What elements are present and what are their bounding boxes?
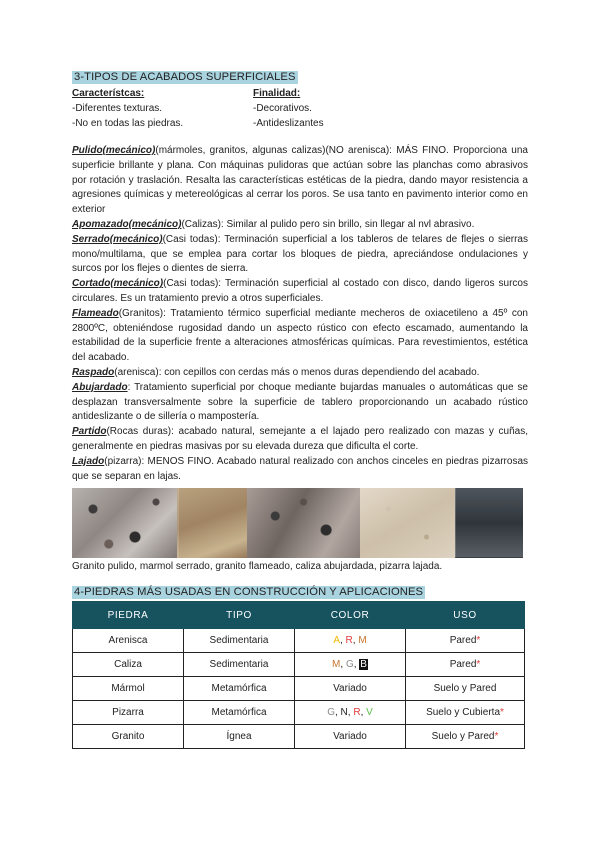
stone-cell: Granito: [73, 725, 184, 749]
color-letter: R: [345, 635, 353, 646]
color-letter: G: [345, 659, 354, 670]
feature-item: -No en todas las piedras.: [72, 118, 184, 129]
use-cell: [406, 629, 525, 653]
finish-term: Apomazado(mecánico): [72, 218, 182, 230]
type-cell: Metamórfica: [184, 677, 295, 701]
finish-partido: [72, 425, 528, 455]
section-3-heading: 3-TIPOS DE ACABADOS SUPERFICIALES: [74, 71, 296, 83]
table-header-row: [73, 602, 525, 629]
color-cell: A, R, M: [295, 629, 406, 653]
finish-description: (pizarra): MENOS FINO. Acabado natural realizado con anchos cinceles en piedras pizarrosas que se separan en lajas.: [72, 455, 528, 482]
section-4-heading: 4-PIEDRAS MÁS USADAS EN CONSTRUCCIÓN Y APLICACIONES: [74, 586, 424, 598]
photo-caliza-abujardada: [360, 488, 455, 558]
color-cell: G, N, R, V: [295, 701, 406, 725]
purpose-item: -Antideslizantes: [253, 118, 324, 129]
color-letter: M: [332, 659, 341, 670]
color-letter: N: [340, 707, 348, 718]
features-title: Característcas:: [72, 88, 145, 99]
purpose-title: Finalidad:: [253, 88, 301, 99]
purpose-item: -Decorativos.: [253, 103, 312, 114]
photo-granito-flameado: [247, 488, 360, 558]
finish-serrado: [72, 233, 528, 277]
finishes-photo-strip: [72, 488, 523, 558]
finish-cortado: [72, 277, 528, 307]
finish-term: Partido: [72, 426, 107, 438]
color-letter: R: [353, 707, 361, 718]
stone-cell: Mármol: [73, 677, 184, 701]
type-cell: Ígnea: [184, 725, 295, 749]
photo-caption: Granito pulido, marmol serrado, granito flameado, caliza abujardada, pizarra lajada.: [72, 561, 443, 572]
table-row: [73, 725, 525, 749]
finish-abujardado: [72, 381, 528, 425]
table-row: [73, 677, 525, 701]
finish-lajado: [72, 455, 528, 485]
finishes-text: [72, 144, 528, 484]
feature-item: -Diferentes texturas.: [72, 103, 163, 114]
color-letter: M: [358, 635, 367, 646]
color-cell: Variado: [295, 677, 406, 701]
table-row: [73, 701, 525, 725]
finish-term: Pulido(mecánico): [72, 145, 156, 156]
stones-table: [72, 601, 525, 749]
purpose-column: [253, 86, 324, 131]
finish-description: (mármoles, granitos, algunas calizas)(NO arenisca): MÁS FINO. Proporciona una superficie brillante y plana. Con máquinas pulidoras que actúan sobre las planchas como abrasivos por rotación y traslación. Resalta las características estéticas de la piedra, dando mayor resistencia a agresiones químicas y metereológicas al cerrar los poros. Se usa tanto en pavimento interior como en exterior: [72, 145, 528, 216]
asterisk-mark: *: [476, 659, 481, 670]
type-cell: Metamórfica: [184, 701, 295, 725]
table-row: [73, 653, 525, 677]
photo-pizarra-lajada: [455, 488, 523, 558]
color-cell: M, G, B: [295, 653, 406, 677]
use-text: Suelo y Pared: [431, 731, 495, 742]
finish-term: Serrado(mecánico): [72, 233, 163, 245]
use-cell: [406, 701, 525, 725]
features-column: [72, 86, 183, 131]
photo-marmol-serrado: [177, 488, 247, 558]
type-cell: Sedimentaria: [184, 629, 295, 653]
column-header: TIPO: [184, 602, 295, 629]
asterisk-mark: *: [476, 635, 481, 646]
finish-description: (Casi todas): Terminación superficial al costado con disco, dando ligeros surcos circulares. Es un tratamiento previo a otros superficiales.: [72, 278, 528, 304]
finish-apomazado: [72, 218, 528, 233]
color-cell: Variado: [295, 725, 406, 749]
finish-description: (Granitos): Tratamiento térmico superficial mediante mecheros de oxiacetileno a 45º con 2800ºC, obteniéndose rugosidad dando un aspecto rústico con efecto escamado, aumentando la estabilidad de la superficie frente a alteraciones atmosféricas químicas. Para revestimientos, estética del acabado.: [72, 307, 528, 364]
finish-term: Cortado(mecánico): [72, 278, 164, 290]
color-letter: V: [366, 707, 373, 718]
use-text: Pared: [449, 635, 477, 646]
finish-term: Abujardado: [72, 381, 128, 393]
stone-cell: Caliza: [73, 653, 184, 677]
use-text: Suelo y Cubierta: [426, 707, 501, 718]
color-letter: B: [360, 659, 367, 670]
finish-description: (Casi todas): Terminación superficial a los tableros de telares de flejes o sierras mono/multilama, que se emplea para cortar los bloques de piedra, apreciándose ondulaciones y surcos por los flejes o dientes de sierra.: [72, 233, 528, 275]
photo-granito-pulido: [72, 488, 177, 558]
stone-cell: Pizarra: [73, 701, 184, 725]
finish-flameado: [72, 307, 528, 366]
use-cell: Suelo y Pared: [406, 677, 525, 701]
color-letter: G: [327, 707, 335, 718]
stone-cell: Arenisca: [73, 629, 184, 653]
use-cell: [406, 653, 525, 677]
finish-term: Flameado: [72, 307, 119, 319]
asterisk-mark: *: [500, 707, 504, 718]
finish-description: (Rocas duras): acabado natural, semejante a el lajado pero realizado con mazas y cuñas, generalmente en piedras masivas por su elevada dureza que dificulta el corte.: [72, 426, 528, 452]
finish-raspado: [72, 366, 528, 381]
column-header: USO: [406, 602, 525, 629]
finish-description: : Tratamiento superficial por choque mediante bujardas manuales o automáticas que se desplazan transversalmente sobre la superficie de tablero proporcionando un acabado rústico antideslizante o de sillería o mampostería.: [72, 381, 528, 423]
asterisk-mark: *: [494, 731, 499, 742]
column-header: COLOR: [295, 602, 406, 629]
finish-description: (Calizas): Similar al pulido pero sin brillo, sin llegar al nvl abrasivo.: [181, 218, 475, 230]
color-letter: A: [333, 635, 340, 646]
use-text: Pared: [449, 659, 477, 670]
use-cell: [406, 725, 525, 749]
type-cell: Sedimentaria: [184, 653, 295, 677]
finish-description: (arenisca): con cepillos con cerdas más o menos duras dependiendo del acabado.: [114, 366, 480, 378]
column-header: PIEDRA: [73, 602, 184, 629]
finish-pulido: [72, 144, 528, 218]
finish-term: Lajado: [72, 455, 105, 467]
table-row: [73, 629, 525, 653]
finish-term: Raspado: [72, 366, 115, 378]
